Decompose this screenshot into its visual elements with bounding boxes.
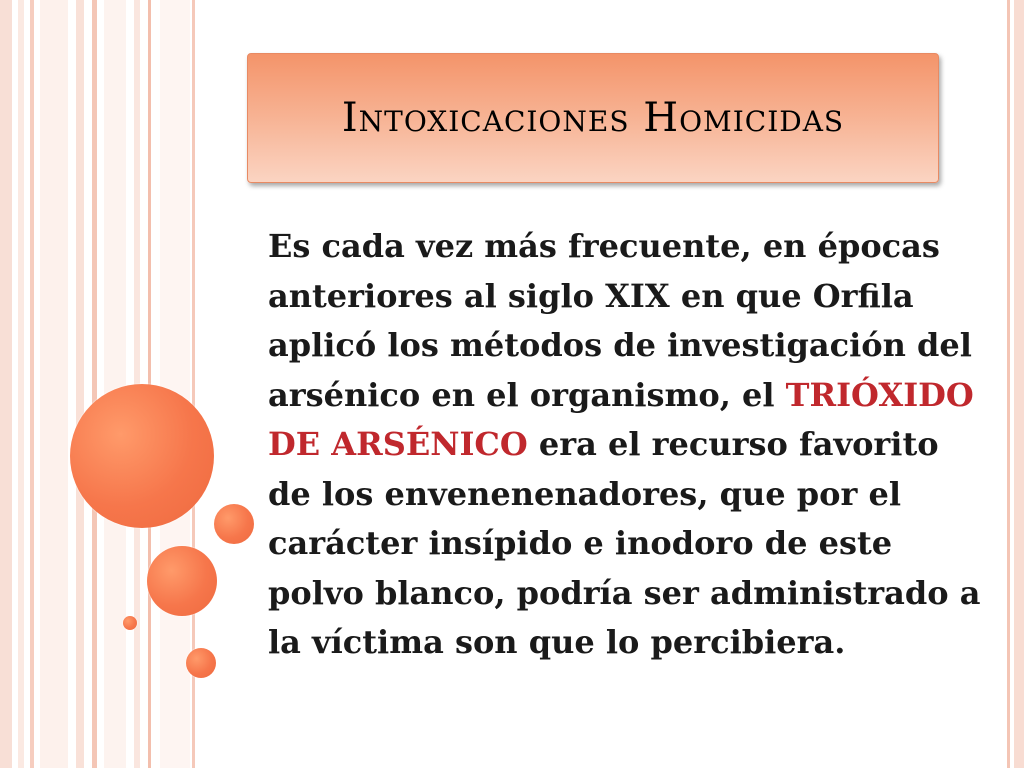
decorative-circle-large — [70, 384, 214, 528]
stripe — [76, 0, 84, 768]
right-border-stripe — [1014, 0, 1024, 768]
left-decorative-stripes — [0, 0, 195, 768]
right-border-stripe — [1007, 0, 1010, 768]
stripe — [0, 0, 12, 768]
stripe — [92, 0, 97, 768]
stripe — [160, 0, 190, 768]
stripe — [18, 0, 24, 768]
stripe — [104, 0, 126, 768]
title-box — [247, 53, 939, 183]
body-text-part: era el recurso favorito de los envenenenadores, que por el carácter insípido e inodoro de este polvo blanco, podría ser administrado a la víctima son que lo percibiera. — [268, 425, 981, 661]
decorative-circle-medium — [147, 546, 217, 616]
highlighted-term: TRIÓXIDO DE ARSÉNICO — [268, 375, 974, 463]
decorative-circle-small — [214, 504, 254, 544]
slide-title: Intoxicaciones Homicidas — [341, 95, 845, 141]
body-text-part: Es cada vez más frecuente, en épocas anteriores al siglo XIX en que Orfila aplicó los métodos de investigación del arsénico en el organismo, el — [268, 227, 972, 414]
stripe — [40, 0, 68, 768]
stripe — [30, 0, 34, 768]
decorative-circle-tiny — [123, 616, 137, 630]
slide-body-text — [268, 222, 988, 668]
decorative-circle-small — [186, 648, 216, 678]
